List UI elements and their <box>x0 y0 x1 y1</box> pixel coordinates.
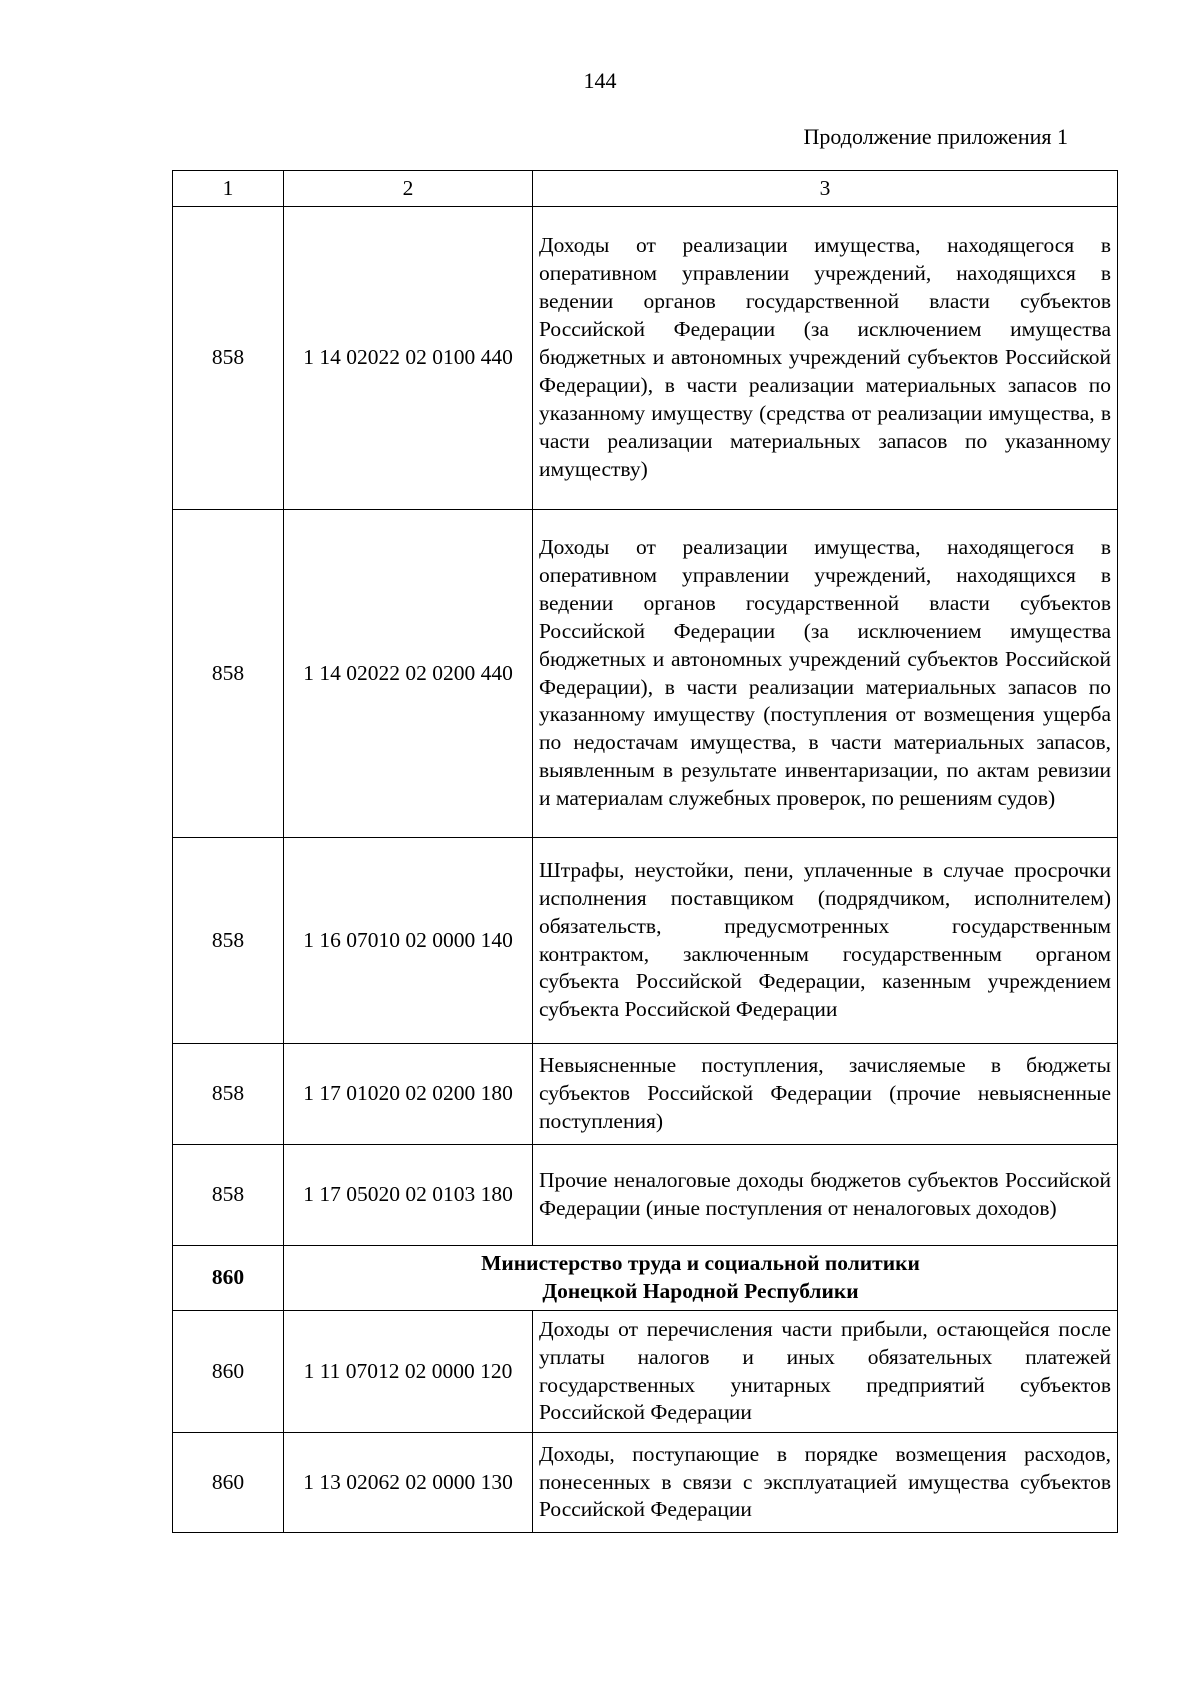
income-description: Доходы от перечисления части прибыли, остающейся после уплаты налогов и иных обязательных платежей государственных унитарных предприятий субъектов Российской Федерации <box>533 1311 1118 1433</box>
budget-classification-code: 1 17 01020 02 0200 180 <box>284 1044 533 1145</box>
section-title-line-2: Донецкой Народной Республики <box>542 1279 859 1303</box>
income-description: Доходы от реализации имущества, находящегося в оперативном управлении учреждений, находящихся в ведении органов государственной власти субъектов Российской Федерации (за исключением имущества бюджетных и автономных учреждений субъектов Российской Федерации), в части реализации материальных запасов по указанному имуществу (средства от реализации имущества, в части реализации материальных запасов по указанному имуществу) <box>533 207 1118 510</box>
income-description: Доходы, поступающие в порядке возмещения расходов, понесенных в связи с эксплуатацией имущества субъектов Российской Федерации <box>533 1433 1118 1533</box>
continuation-label: Продолжение приложения 1 <box>803 124 1068 149</box>
section-admin-code: 860 <box>173 1246 284 1311</box>
income-description: Невыясненные поступления, зачисляемые в бюджеты субъектов Российской Федерации (прочие невыясненные поступления) <box>533 1044 1118 1145</box>
section-title-line-1: Министерство труда и социальной политики <box>481 1251 920 1276</box>
admin-code: 860 <box>173 1433 284 1533</box>
budget-classification-code: 1 14 02022 02 0200 440 <box>284 510 533 838</box>
admin-code: 858 <box>173 1044 284 1145</box>
budget-classification-code: 1 14 02022 02 0100 440 <box>284 207 533 510</box>
page-number: 144 <box>583 68 617 93</box>
table-row <box>173 510 1118 838</box>
admin-code: 858 <box>173 1145 284 1246</box>
table-row <box>173 838 1118 1044</box>
budget-classification-code: 1 11 07012 02 0000 120 <box>284 1311 533 1433</box>
section-header-row <box>173 1246 1118 1311</box>
table-row <box>173 1311 1118 1433</box>
admin-code: 858 <box>173 510 284 838</box>
table-row <box>173 1433 1118 1533</box>
header-col-3: 3 <box>533 171 1118 207</box>
income-description: Штрафы, неустойки, пени, уплаченные в случае просрочки исполнения поставщиком (подрядчиком, исполнителем) обязательств, предусмотренных государственным контрактом, заключенным государственным органом субъекта Российской Федерации, казенным учреждением субъекта Российской Федерации <box>533 838 1118 1044</box>
admin-code: 860 <box>173 1311 284 1433</box>
header-col-2: 2 <box>284 171 533 207</box>
section-title <box>284 1246 1118 1311</box>
admin-code: 858 <box>173 838 284 1044</box>
income-description: Доходы от реализации имущества, находящегося в оперативном управлении учреждений, находящихся в ведении органов государственной власти субъектов Российской Федерации (за исключением имущества бюджетных и автономных учреждений субъектов Российской Федерации), в части реализации материальных запасов по указанному имуществу (поступления от возмещения ущерба по недостачам имущества, в части материальных запасов, выявленным в результате инвентаризации, по актам ревизии и материалам служебных проверок, по решениям судов) <box>533 510 1118 838</box>
budget-classification-code: 1 17 05020 02 0103 180 <box>284 1145 533 1246</box>
table-row <box>173 1145 1118 1246</box>
budget-classification-code: 1 13 02062 02 0000 130 <box>284 1433 533 1533</box>
table-row <box>173 207 1118 510</box>
header-col-1: 1 <box>173 171 284 207</box>
table-row <box>173 1044 1118 1145</box>
budget-classification-code: 1 16 07010 02 0000 140 <box>284 838 533 1044</box>
table-header-row <box>173 171 1118 207</box>
budget-codes-table <box>172 170 1118 1533</box>
income-description: Прочие неналоговые доходы бюджетов субъектов Российской Федерации (иные поступления от неналоговых доходов) <box>533 1145 1118 1246</box>
admin-code: 858 <box>173 207 284 510</box>
